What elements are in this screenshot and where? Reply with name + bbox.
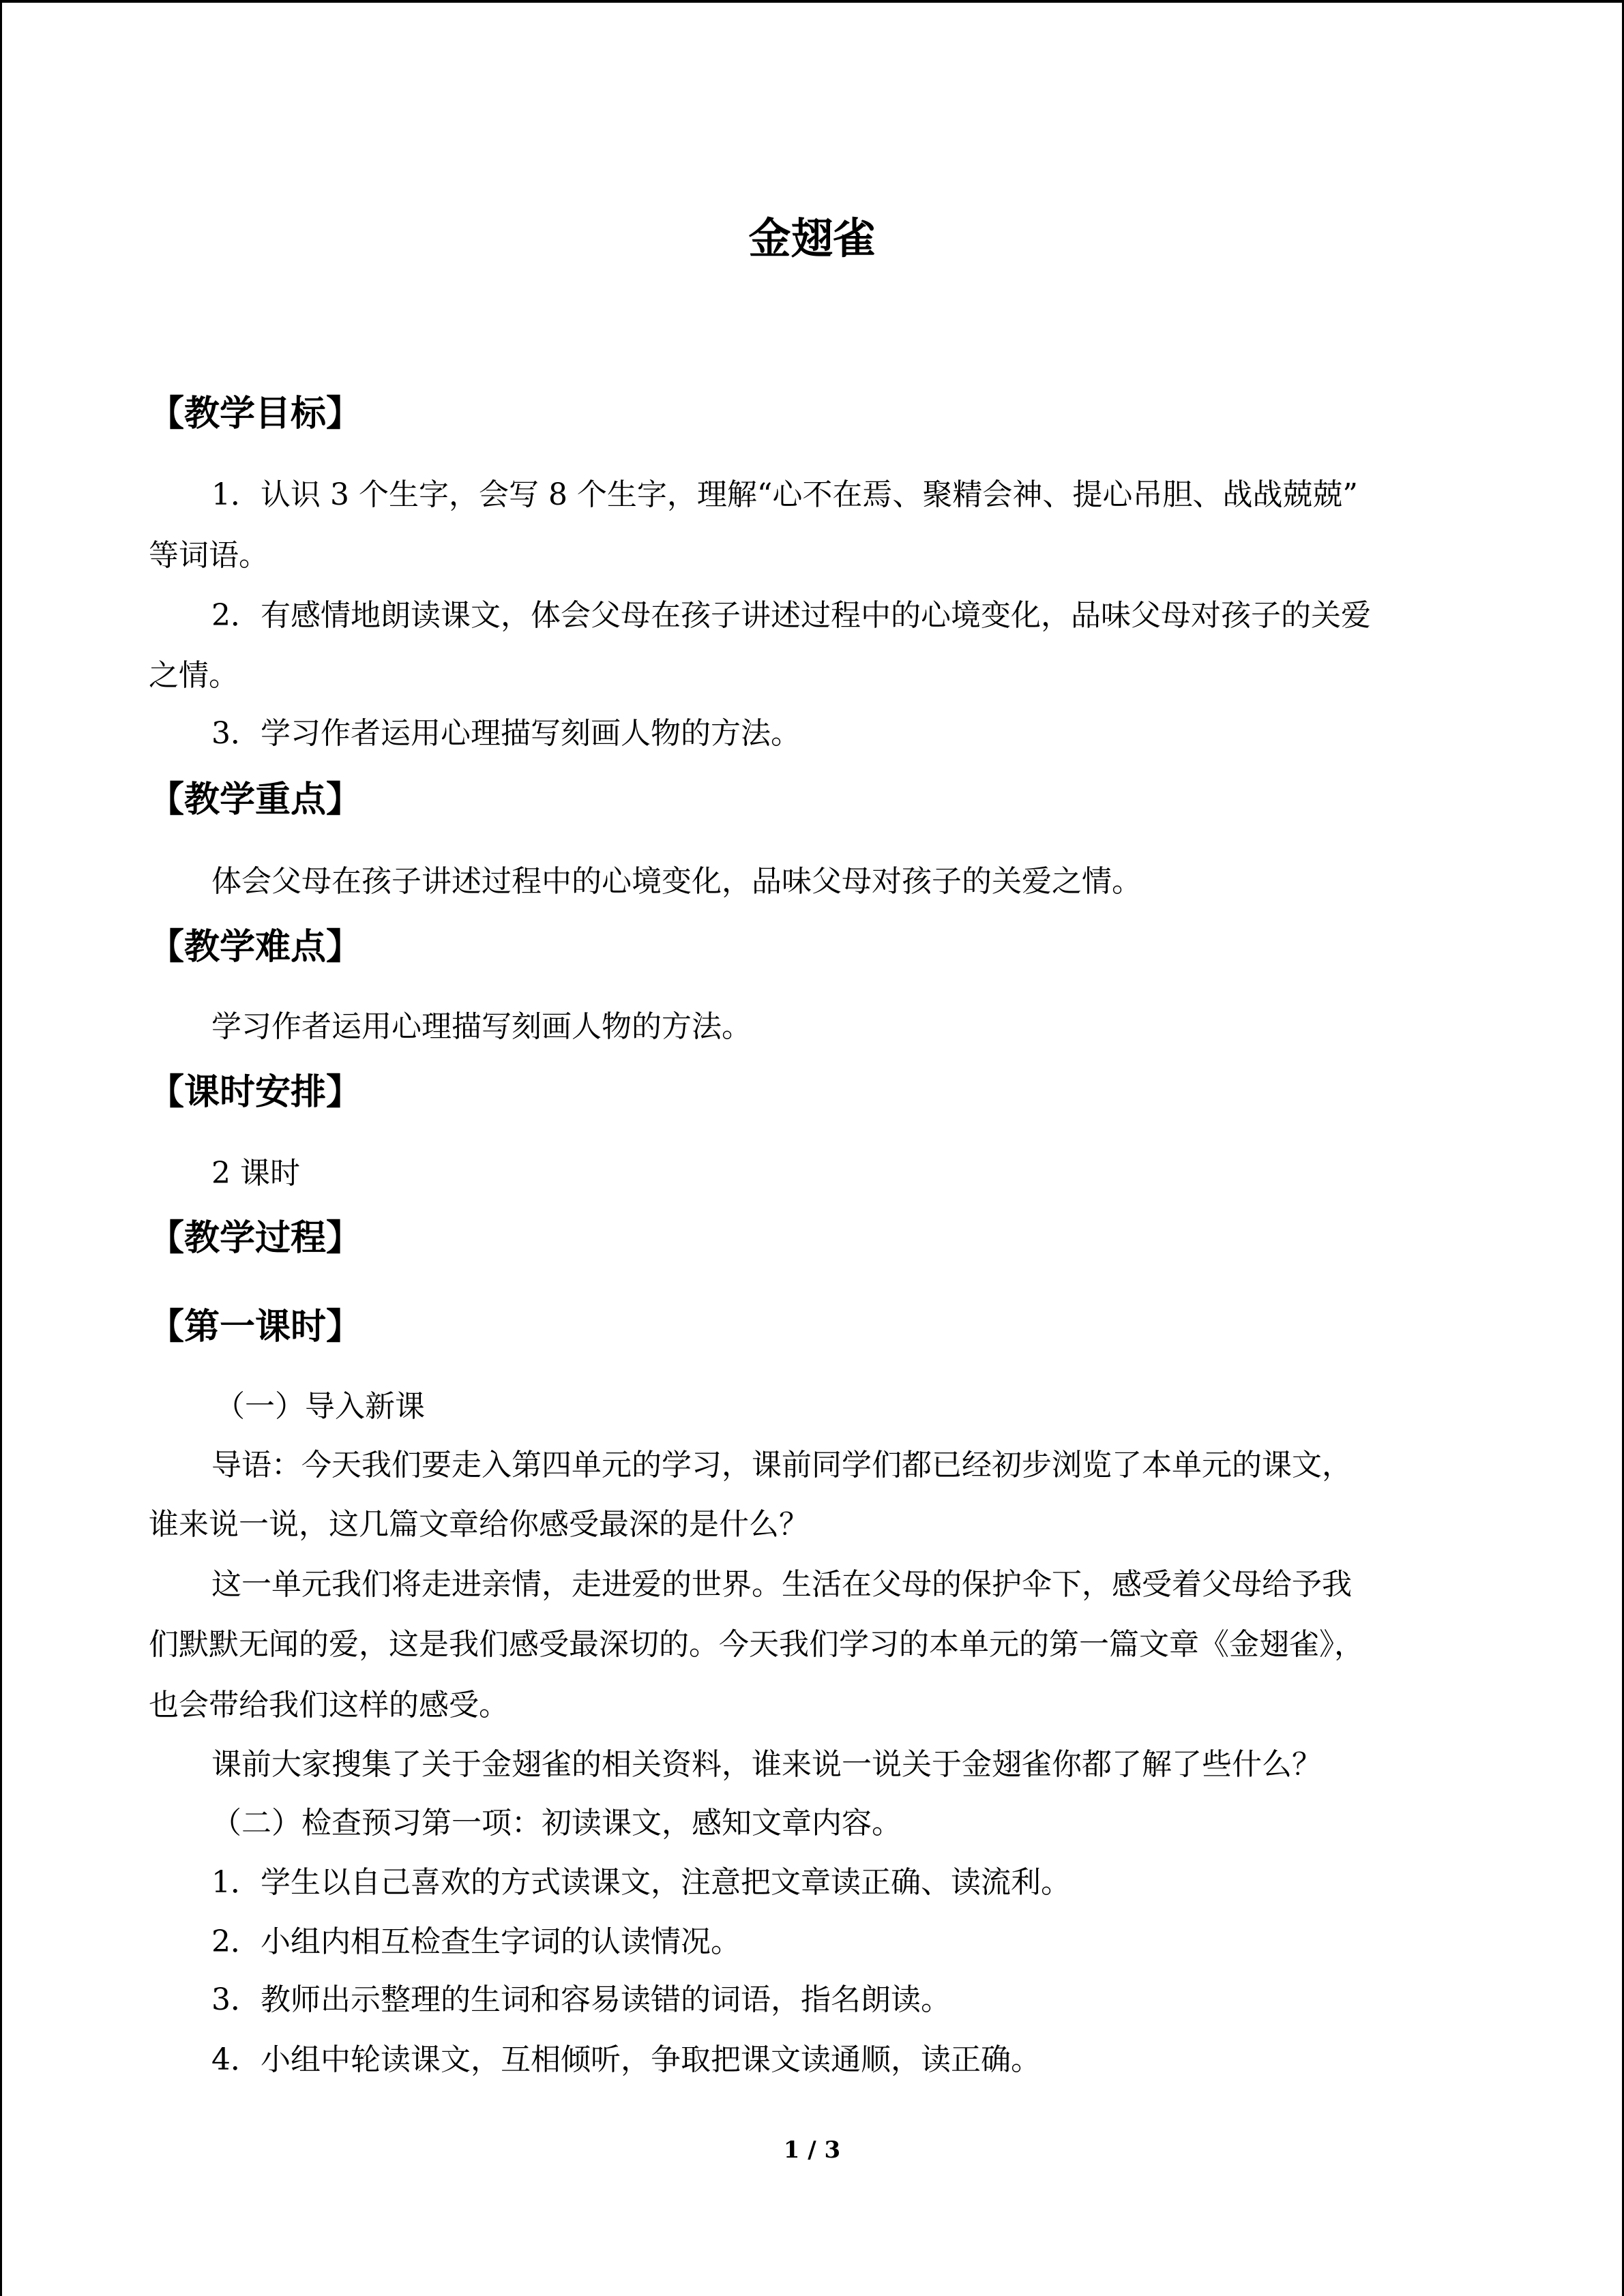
heading-key-points: 【教学重点】	[149, 779, 362, 820]
step-4: 4．小组中轮读课文，互相倾听，争取把课文读通顺，读正确。	[211, 2042, 1041, 2077]
step-1: 1．学生以自己喜欢的方式读课文，注意把文章读正确、读流利。	[211, 1865, 1071, 1900]
heading-first-lesson: 【第一课时】	[149, 1307, 362, 1347]
objective-1-line-2: 等词语。	[149, 538, 269, 573]
key-points-text: 体会父母在孩子讲述过程中的心境变化，品味父母对孩子的关爱之情。	[211, 864, 1142, 899]
page-title: 金翅雀	[748, 213, 876, 263]
step-3: 3．教师出示整理的生词和容易读错的词语，指名朗读。	[211, 1982, 951, 2017]
page-border-top	[0, 0, 1624, 3]
objective-2-line-1: 2．有感情地朗读课文，体会父母在孩子讲述过程中的心境变化，品味父母对孩子的关爱	[211, 598, 1371, 633]
objective-2-line-2: 之情。	[149, 658, 239, 693]
heading-process: 【教学过程】	[149, 1218, 362, 1259]
intro-line-2: 谁来说一说，这几篇文章给你感受最深的是什么？	[149, 1507, 809, 1542]
schedule-text: 2 课时	[211, 1156, 300, 1191]
page-number: 1 / 3	[783, 2136, 841, 2164]
objective-3: 3．学习作者运用心理描写刻画人物的方法。	[211, 716, 801, 751]
difficulties-text: 学习作者运用心理描写刻画人物的方法。	[211, 1009, 752, 1044]
page-border-left	[0, 0, 2, 2296]
objective-1-line-1: 1．认识 3 个生字，会写 8 个生字，理解“心不在焉、聚精会神、提心吊胆、战战兢兢”	[211, 477, 1358, 512]
intro-line-1: 导语：今天我们要走入第四单元的学习，课前同学们都已经初步浏览了本单元的课文，	[211, 1448, 1352, 1482]
paragraph-3: 课前大家搜集了关于金翅雀的相关资料，谁来说一说关于金翅雀你都了解了些什么？	[211, 1747, 1322, 1782]
heading-schedule: 【课时安排】	[149, 1072, 362, 1113]
step-2: 2．小组内相互检查生字词的认读情况。	[211, 1924, 741, 1959]
paragraph-2-line-2: 们默默无闻的爱，这是我们感受最深切的。今天我们学习的本单元的第一篇文章《金翅雀》，	[149, 1627, 1364, 1662]
heading-objectives: 【教学目标】	[149, 393, 362, 434]
paragraph-2-line-1: 这一单元我们将走进亲情，走进爱的世界。生活在父母的保护伞下，感受着父母给予我	[211, 1567, 1352, 1602]
section-preview-check: （二）检查预习第一项：初读课文，感知文章内容。	[211, 1806, 902, 1840]
section-intro: （一）导入新课	[215, 1389, 425, 1424]
heading-difficulties: 【教学难点】	[149, 927, 362, 968]
paragraph-2-line-3: 也会带给我们这样的感受。	[149, 1688, 509, 1723]
